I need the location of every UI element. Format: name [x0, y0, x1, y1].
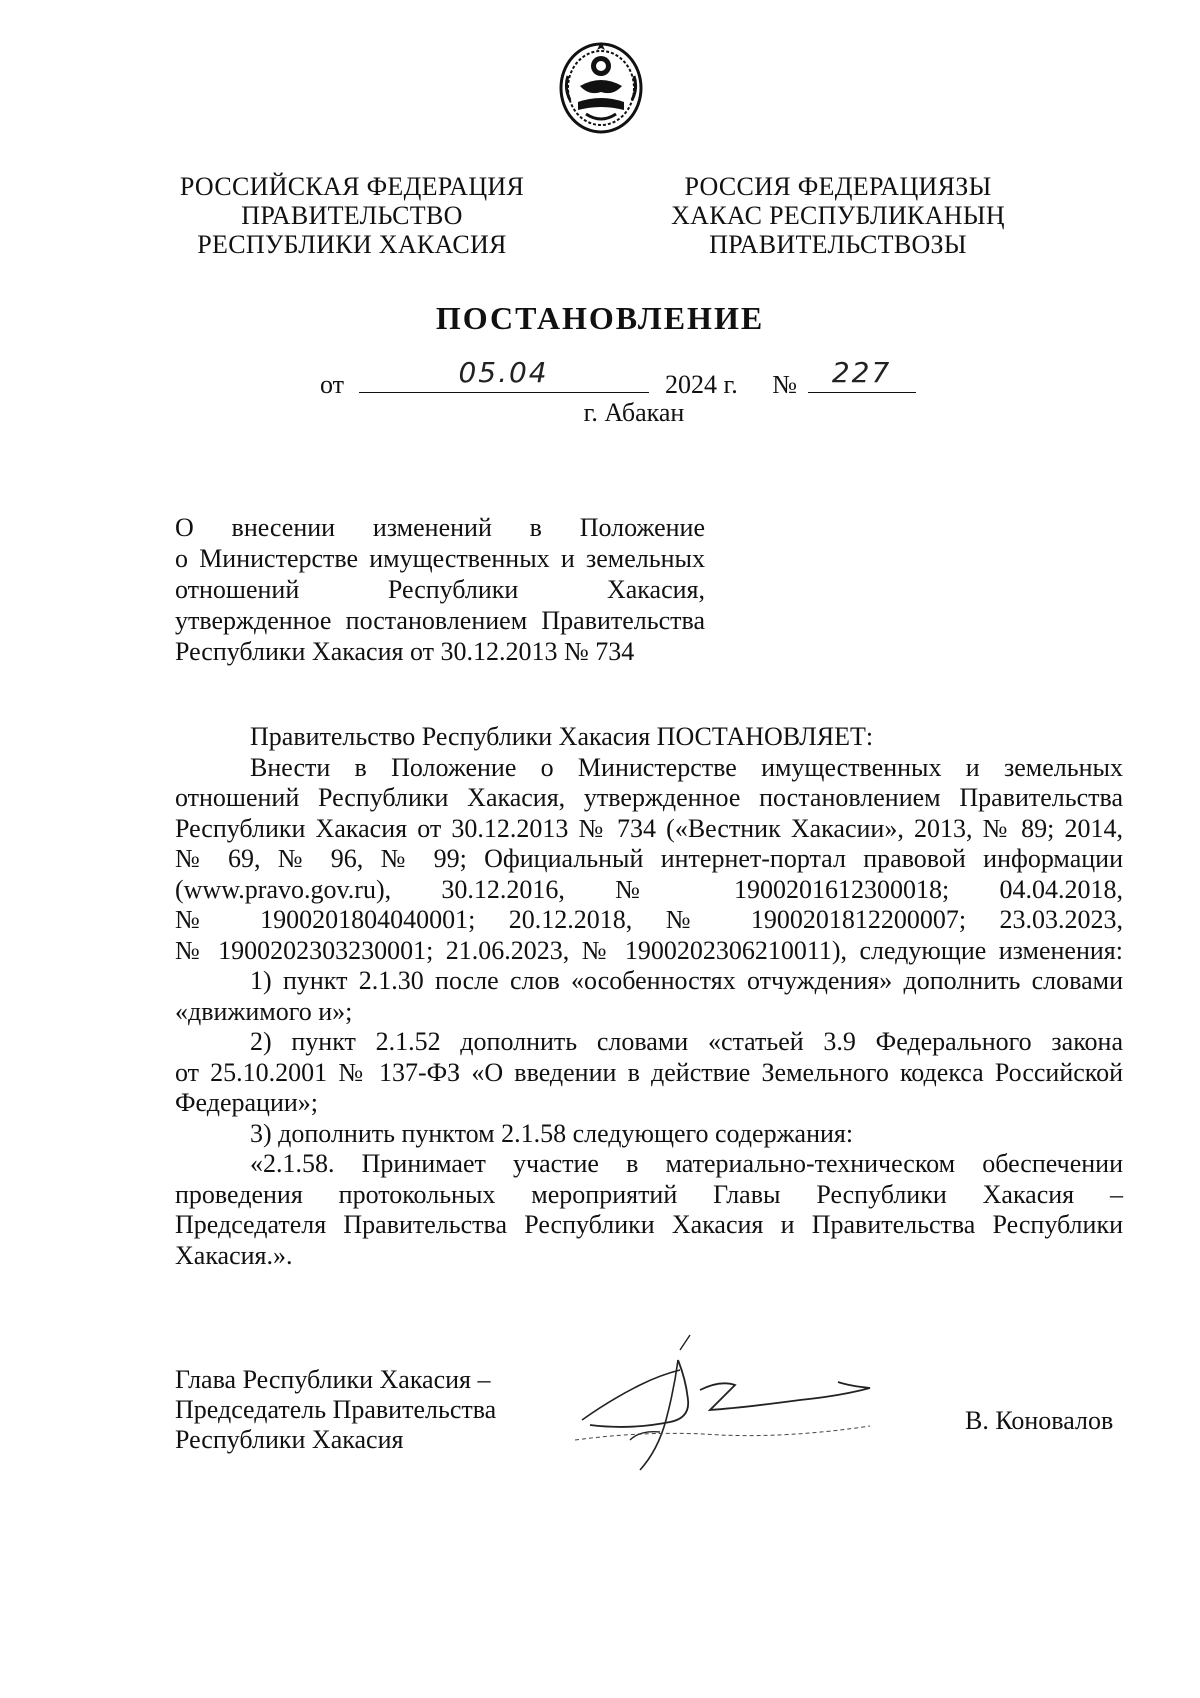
body-line: Внести в Положение о Министерстве имущественных и земельных [250, 752, 1123, 782]
body-line: Хакасия.». [175, 1240, 293, 1270]
body-line: 2) пункт 2.1.52 дополнить словами «статьей 3.9 Федерального закона [250, 1027, 1123, 1056]
signatory-name: В. Коновалов [965, 1406, 1114, 1435]
body-line: № 1900201804040001; 20.12.2018, № 1900201812200007; 23.03.2023, [175, 905, 1123, 934]
body-line: № 69, № 96, № 99; Официальный интернет-портал правовой информации [175, 844, 1123, 873]
subject-line: Республики Хакасия от 30.12.2013 № 734 [175, 637, 635, 666]
body-line: Федерации»; [175, 1088, 319, 1117]
number-label: № [772, 370, 798, 399]
subject-line: о Министерстве имущественных и земельных [175, 544, 705, 573]
date-field [359, 356, 649, 393]
signatory-position-line: Глава Республики Хакасия – [175, 1365, 491, 1394]
khakassia-coat-of-arms-emblem [558, 36, 644, 136]
signatory-position-line: Председатель Правительства [175, 1395, 497, 1424]
header-right-line: ХАКАС РЕСПУБЛИКАНЫҢ [671, 201, 1005, 230]
body-line: 1) пункт 2.1.30 после слов «особенностях отчуждения» дополнить словами [250, 966, 1123, 995]
body-line: «2.1.58. Принимает участие в материально-техническом обеспечении [250, 1149, 1123, 1178]
body-line: 3) дополнить пунктом 2.1.58 следующего содержания: [250, 1118, 854, 1148]
body-line: «движимого и»; [175, 996, 353, 1026]
header-right-line: ПРАВИТЕЛЬСТВОЗЫ [709, 230, 967, 259]
body-line: Республики Хакасия от 30.12.2013 № 734 («Вестник Хакасии», 2013, № 89; 2014, [175, 813, 1123, 843]
subject-line: отношений Республики Хакасия, [175, 575, 705, 604]
subject-line: утвержденное постановлением Правительства [175, 606, 705, 635]
from-label: от [320, 370, 345, 399]
year-label: 2024 г. [665, 370, 738, 399]
subject-block [175, 512, 705, 667]
body-line: Председателя Правительства Республики Хакасия и Правительства Республики [175, 1210, 1123, 1239]
date-handwritten: 05.04 [458, 356, 549, 389]
header-left-line: ПРАВИТЕЛЬСТВО [241, 201, 463, 230]
signatory-position-line: Республики Хакасия [175, 1425, 404, 1454]
body-line: Правительство Республики Хакасия ПОСТАНОВЛЯЕТ: [250, 722, 874, 751]
date-number-line [320, 356, 916, 400]
header-right-khakas [648, 172, 1028, 259]
subject-line: О внесении изменений в Положение [175, 513, 705, 542]
city: г. Абакан [583, 398, 685, 427]
signatory-position [175, 1365, 496, 1455]
document-title: ПОСТАНОВЛЕНИЕ [435, 300, 765, 336]
body-line: отношений Республики Хакасия, утвержденное постановлением Правительства [175, 783, 1123, 812]
header-left-line: РОССИЙСКАЯ ФЕДЕРАЦИЯ [179, 172, 525, 201]
number-handwritten: 227 [831, 356, 892, 389]
header-right-line: РОССИЯ ФЕДЕРАЦИЯЗЫ [684, 172, 992, 201]
body-line: № 1900202303230001; 21.06.2023, № 1900202306210011), следующие изменения: [175, 935, 1123, 965]
document-body [175, 722, 1123, 1271]
header-left-line: РЕСПУБЛИКИ ХАКАСИЯ [197, 230, 507, 259]
number-field [808, 356, 916, 393]
body-line: (www.pravo.gov.ru), 30.12.2016, № 1900201612300018; 04.04.2018, [175, 874, 1123, 904]
body-line: проведения протокольных мероприятий Главы Республики Хакасия – [175, 1179, 1123, 1209]
handwritten-signature [570, 1330, 900, 1480]
header-left-russian [162, 172, 542, 259]
body-line: от 25.10.2001 № 137-ФЗ «О введении в действие Земельного кодекса Российской [175, 1057, 1123, 1087]
